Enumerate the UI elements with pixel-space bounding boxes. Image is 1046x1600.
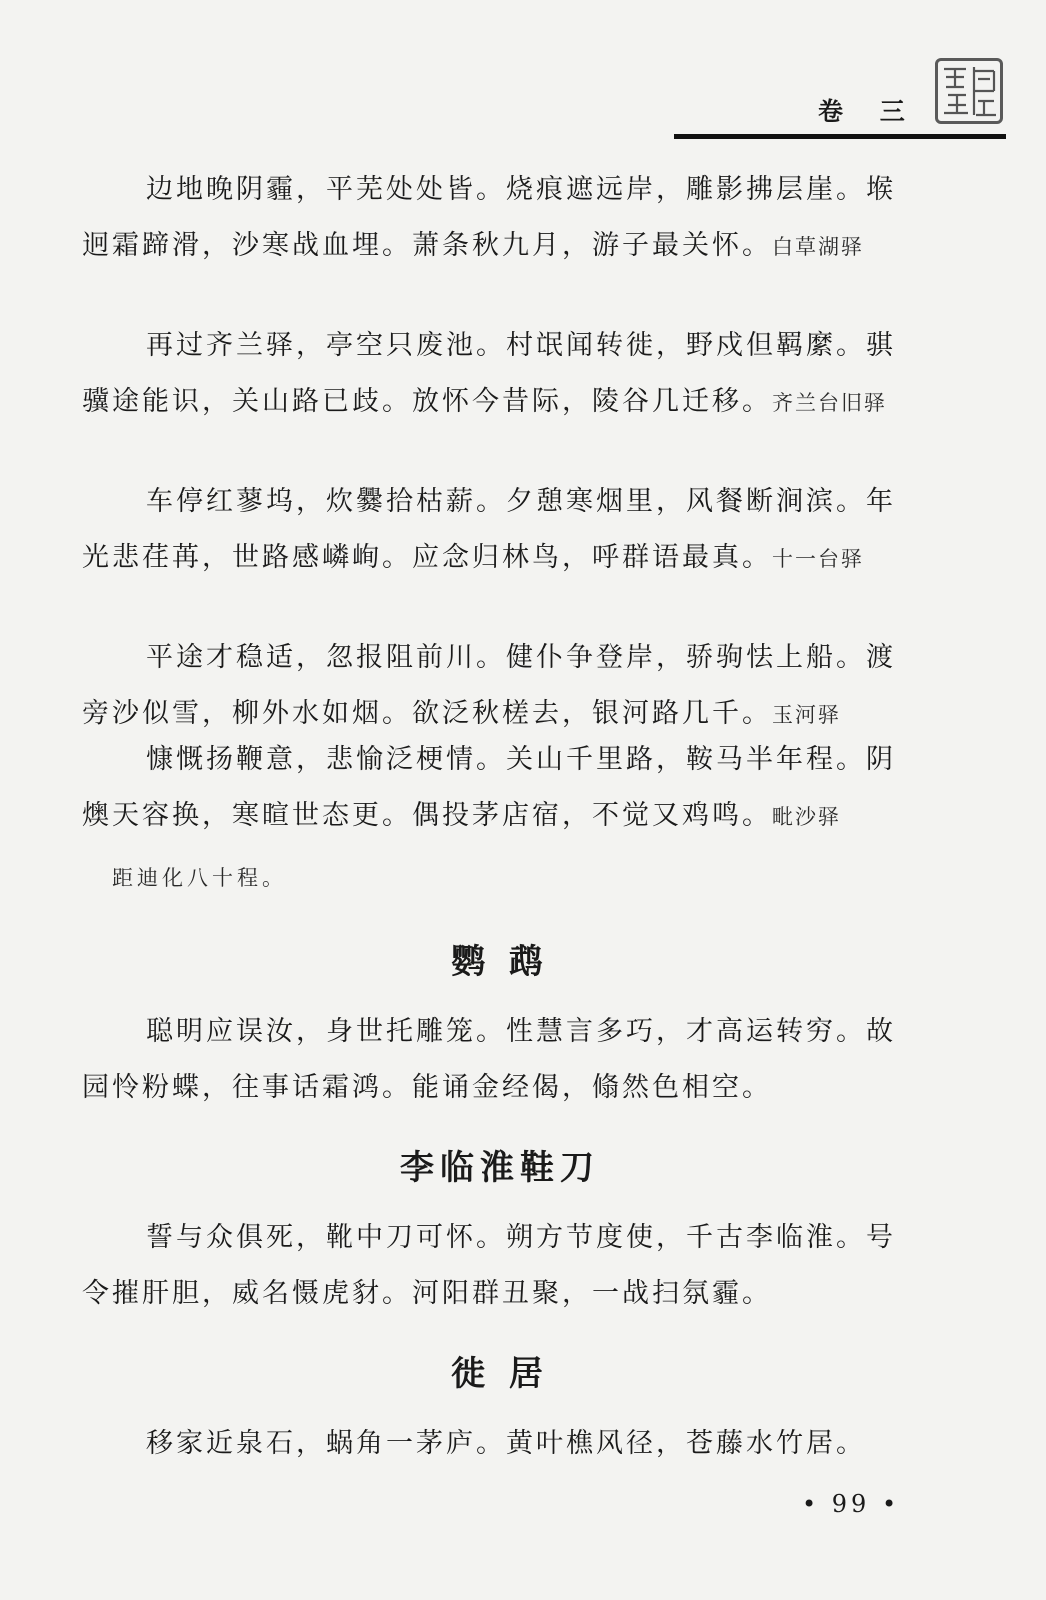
poem-5 xyxy=(82,732,912,845)
seal-icon xyxy=(938,61,1000,121)
poem-3-text: 车停红蓼坞，炊爨拾枯薪。夕憩寒烟里，风餐断涧滨。年光悲荏苒，世路感嶙峋。应念归林鸟，呼群语最真。 xyxy=(82,486,896,573)
section-text-moving-house: 移家近泉石，蜗角一茅庐。黄叶樵风径，苍藤水竹居。 xyxy=(146,1428,866,1459)
section-title-li-linhuai: 李临淮鞋刀 xyxy=(400,1148,600,1188)
section-title-moving-house: 徙 居 xyxy=(451,1354,549,1394)
poem-5-note-continued: 距迪化八十程。 xyxy=(112,866,287,890)
poem-1 xyxy=(82,162,912,275)
poem-5-text: 慷慨扬鞭意，悲愉泛梗情。关山千里路，鞍马半年程。阴燠天容换，寒暄世态更。偶投茅店宿，不觉又鸡鸣。 xyxy=(82,744,896,831)
poem-3-note: 十一台驿 xyxy=(772,547,864,571)
poem-1-note: 白草湖驿 xyxy=(772,235,864,259)
seal-logo xyxy=(935,58,1003,124)
poem-2-text: 再过齐兰驿，亭空只废池。村氓闻转徙，野戍但羁縻。骐骥途能识，关山路已歧。放怀今昔际，陵谷几迁移。 xyxy=(82,330,896,417)
poem-2 xyxy=(82,318,912,431)
poem-4-text: 平途才稳适，忽报阻前川。健仆争登岸，骄驹怯上船。渡旁沙似雪，柳外水如烟。欲泛秋槎去，银河路几千。 xyxy=(82,642,896,729)
section-text-li-linhuai: 誓与众俱死，靴中刀可怀。朔方节度使，千古李临淮。号令摧肝胆，威名慑虎豺。河阳群丑聚，一战扫氛霾。 xyxy=(82,1222,896,1309)
poem-3 xyxy=(82,474,912,587)
header-rule xyxy=(674,134,1006,139)
page-number: • 99 • xyxy=(802,1490,901,1518)
poem-1-text: 边地晚阴霾，平芜处处皆。烧痕遮远岸，雕影拂层崖。堠迥霜蹄滑，沙寒战血埋。萧条秋九月，游子最关怀。 xyxy=(82,174,896,261)
poem-4 xyxy=(82,630,912,743)
section-text-parrot: 聪明应误汝，身世托雕笼。性慧言多巧，才高运转穷。故园怜粉蝶，往事话霜鸿。能诵金经偈，翛然色相空。 xyxy=(82,1016,896,1103)
poem-2-note: 齐兰台旧驿 xyxy=(772,391,887,415)
volume-label: 卷 三 xyxy=(818,97,919,126)
section-title-parrot: 鹦 鹉 xyxy=(451,942,549,982)
poem-5-note: 毗沙驿 xyxy=(772,805,841,829)
poem-4-note: 玉河驿 xyxy=(772,703,841,727)
